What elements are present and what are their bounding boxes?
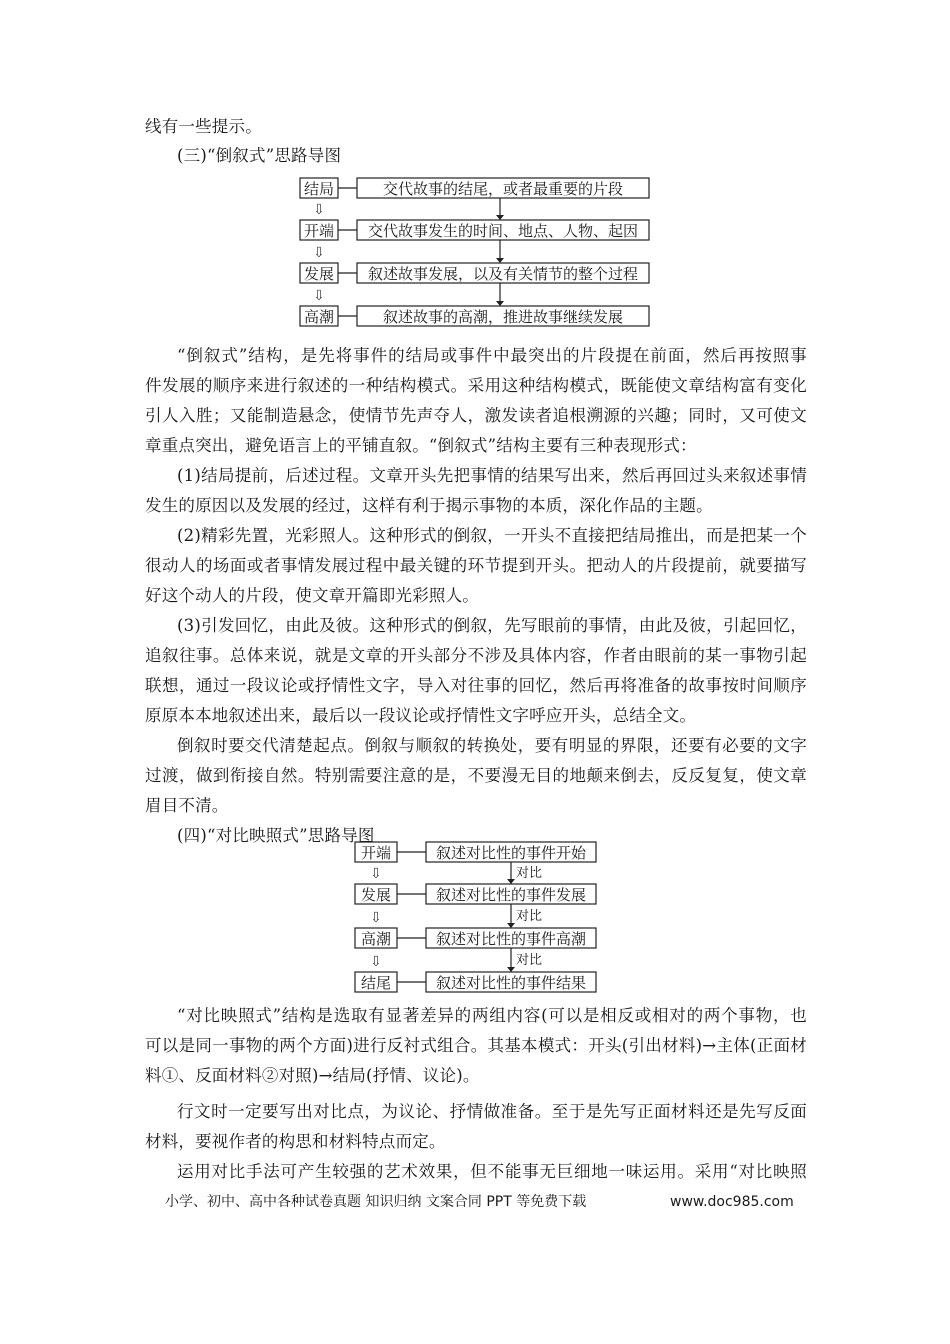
paragraph-line: 件发展的顺序来进行叙述的一种结构模式。采用这种结构模式，既能使文章结构富有变化 bbox=[145, 376, 807, 395]
paragraph-line: “倒叙式”结构，是先将事件的结局或事件中最突出的片段提在前面，然后再按照事 bbox=[177, 346, 807, 365]
down-arrow-icon: ⇩ bbox=[370, 866, 382, 882]
down-arrow-icon: ⇩ bbox=[313, 245, 325, 261]
paragraph-line: 好这个动人的片段，使文章开篇即光彩照人。 bbox=[145, 586, 479, 605]
page-footer bbox=[165, 1192, 805, 1212]
paragraph-line: 联想，通过一段议论或抒情性文字，导入对往事的回忆，然后再将准备的故事按时间顺序 bbox=[145, 676, 807, 695]
diagram2-text-3: 叙述对比性的事件结果 bbox=[435, 974, 587, 992]
paragraph-line: 发生的原因以及发展的经过，这样有利于揭示事物的本质，深化作品的主题。 bbox=[145, 496, 713, 515]
paragraph-line: 追叙往事。总体来说，就是文章的开头部分不涉及具体内容，作者由眼前的某一事物引起 bbox=[145, 646, 807, 665]
diagram2-label-0: 开端 bbox=[360, 844, 392, 862]
footer-site-link[interactable]: www.doc985.com bbox=[670, 1194, 794, 1210]
paragraph-line: 眉目不清。 bbox=[145, 796, 229, 815]
contrast-diagram bbox=[350, 839, 602, 995]
paragraph-line: 行文时一定要写出对比点，为议论、抒情做准备。至于是先写正面材料还是先写反面 bbox=[177, 1102, 807, 1121]
diagram1-label-0: 结局 bbox=[303, 180, 335, 198]
contrast-connector-label: 对比 bbox=[516, 866, 543, 881]
contrast-connector-label: 对比 bbox=[516, 909, 543, 924]
diagram1-label-3: 高潮 bbox=[303, 308, 335, 326]
diagram1-text-0: 交代故事的结尾，或者最重要的片段 bbox=[382, 180, 624, 198]
paragraph-line: 料①、反面材料②对照)→结局(抒情、议论)。 bbox=[145, 1066, 480, 1085]
diagram2-text-0: 叙述对比性的事件开始 bbox=[435, 844, 587, 862]
contrast-connector-label: 对比 bbox=[516, 953, 543, 968]
paragraph-line: 章重点突出，避免语言上的平铺直叙。“倒叙式”结构主要有三种表现形式： bbox=[145, 436, 697, 455]
diagram2-text-2: 叙述对比性的事件高潮 bbox=[435, 930, 587, 948]
paragraph-line: 材料，要视作者的构思和材料特点而定。 bbox=[145, 1132, 446, 1151]
paragraph-line: 很动人的场面或者事情发展过程中最关键的环节提到开头。把动人的片段提前，就要描写 bbox=[145, 556, 807, 575]
section3-heading: (三)“倒叙式”思路导图 bbox=[177, 146, 342, 165]
paragraph-line: 原原本本地叙述出来，最后以一段议论或抒情性文字呼应开头，总结全文。 bbox=[145, 706, 697, 725]
section4-heading: (四)“对比映照式”思路导图 bbox=[177, 826, 375, 845]
diagram2-label-1: 发展 bbox=[360, 886, 392, 904]
down-arrow-icon: ⇩ bbox=[370, 910, 382, 926]
paragraph-line: 运用对比手法可产生较强的艺术效果，但不能事无巨细地一味运用。采用“对比映照 bbox=[177, 1162, 807, 1181]
paragraph-line: 倒叙时要交代清楚起点。倒叙与顺叙的转换处，要有明显的界限，还要有必要的文字 bbox=[177, 736, 807, 755]
flashback-diagram bbox=[296, 175, 656, 330]
diagram1-text-3: 叙述故事的高潮，推进故事继续发展 bbox=[382, 308, 624, 326]
down-arrow-icon: ⇩ bbox=[313, 202, 325, 218]
paragraph-line: “对比映照式”结构是选取有显著差异的两组内容(可以是相反或相对的两个事物，也 bbox=[177, 1006, 807, 1025]
footer-text: 小学、初中、高中各种试卷真题 知识归纳 文案合同 PPT 等免费下载 bbox=[165, 1194, 587, 1210]
diagram1-text-2: 叙述故事发展，以及有关情节的整个过程 bbox=[367, 265, 639, 283]
down-arrow-icon: ⇩ bbox=[370, 954, 382, 970]
down-arrow-icon: ⇩ bbox=[313, 288, 325, 304]
paragraph-line: 引人入胜；又能制造悬念，使情节先声夺人，激发读者追根溯源的兴趣；同时，又可使文 bbox=[145, 406, 807, 425]
paragraph-line: (1)结局提前，后述过程。文章开头先把事情的结果写出来，然后再回过头来叙述事情 bbox=[177, 466, 807, 485]
paragraph-line: 可以是同一事物的两个方面)进行反衬式组合。其基本模式：开头(引出材料)→主体(正面材 bbox=[145, 1036, 807, 1055]
diagram1-label-2: 发展 bbox=[303, 265, 335, 283]
diagram2-label-2: 高潮 bbox=[360, 930, 392, 948]
diagram1-text-1: 交代故事发生的时间、地点、人物、起因 bbox=[367, 222, 639, 240]
diagram2-label-3: 结尾 bbox=[360, 974, 392, 992]
paragraph-line: (2)精彩先置，光彩照人。这种形式的倒叙，一开头不直接把结局推出，而是把某一个 bbox=[177, 526, 807, 545]
paragraph-line: 过渡，做到衔接自然。特别需要注意的是，不要漫无目的地颠来倒去，反反复复，使文章 bbox=[145, 766, 807, 785]
paragraph-line: (3)引发回忆，由此及彼。这种形式的倒叙，先写眼前的事情，由此及彼，引起回忆， bbox=[177, 616, 807, 635]
diagram2-text-1: 叙述对比性的事件发展 bbox=[435, 886, 587, 904]
continuation-line: 线有一些提示。 bbox=[145, 117, 262, 136]
diagram1-label-1: 开端 bbox=[303, 222, 335, 240]
